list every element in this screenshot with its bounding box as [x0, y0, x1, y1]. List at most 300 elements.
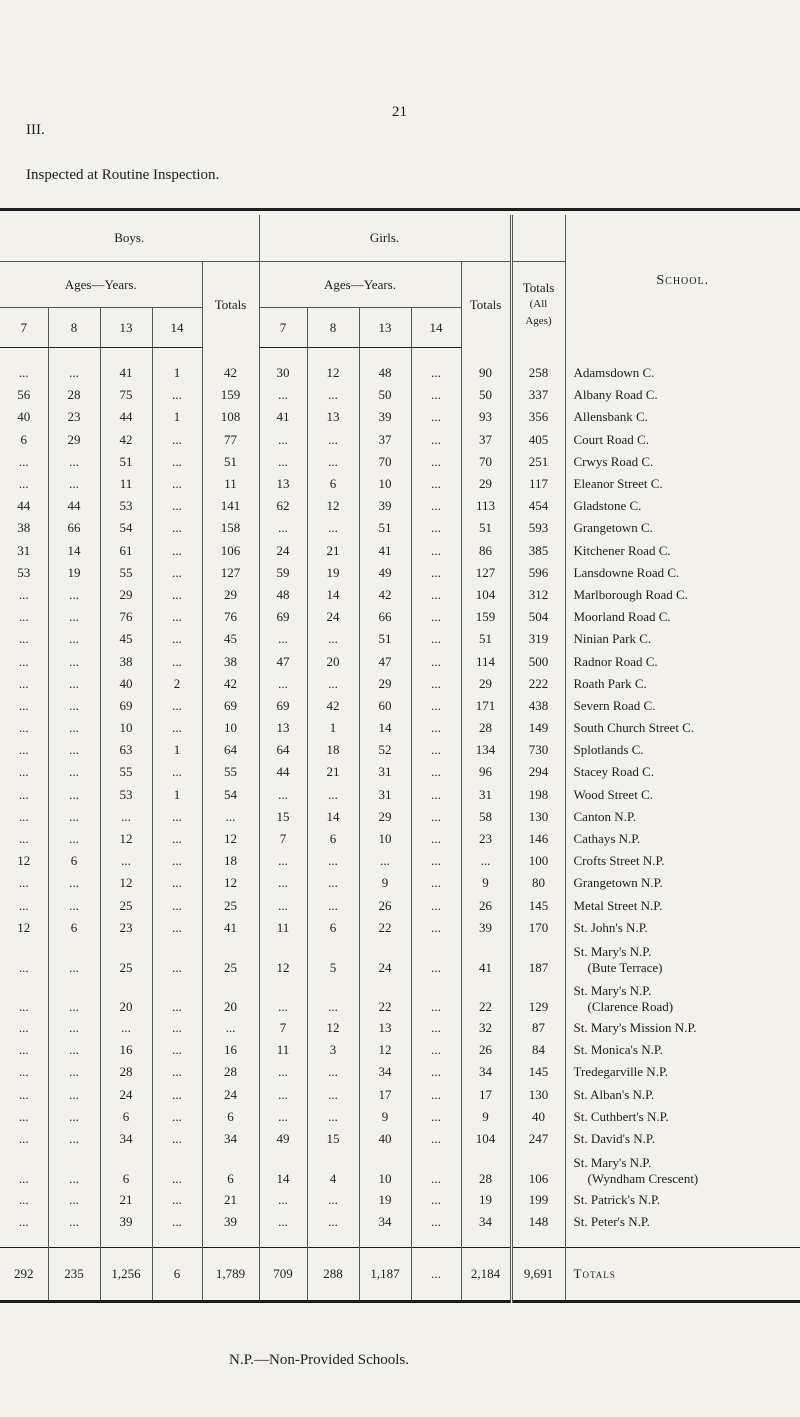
cell-girls-7: ...: [259, 978, 307, 1017]
cell-girls-7: 44: [259, 761, 307, 783]
cell-boys-total: 21: [202, 1189, 259, 1211]
cell-girls-14: ...: [411, 406, 461, 428]
school-name: St. Mary's N.P.: [573, 1155, 652, 1170]
cell-girls-8: ...: [307, 784, 359, 806]
cell-girls-total: 34: [461, 1211, 511, 1233]
cell-girls-8: ...: [307, 429, 359, 451]
page-number: 21: [392, 104, 407, 120]
cell-boys-7: ...: [18, 831, 29, 847]
cell-boys-total: 55: [202, 761, 259, 783]
cell-boys-14: ...: [152, 1017, 202, 1039]
cell-girls-total: 96: [461, 761, 511, 783]
cell-girls-13: 12: [359, 1039, 411, 1061]
cell-boys-14: ...: [152, 384, 202, 406]
cell-boys-7: ...: [18, 875, 29, 891]
cell-boys-total: 12: [202, 872, 259, 894]
cell-boys-13: 25: [100, 939, 152, 978]
cell-girls-total: 159: [461, 606, 511, 628]
cell-boys-total: 25: [202, 895, 259, 917]
cell-school: St. David's N.P.: [565, 1128, 800, 1150]
cell-girls-14: ...: [411, 650, 461, 672]
table-row: [0, 473, 800, 495]
table-row: [0, 562, 800, 584]
header-girls-age-14: 14: [411, 308, 461, 348]
cell-boys-13: 39: [100, 1211, 152, 1233]
cell-school: Crwys Road C.: [565, 451, 800, 473]
cell-girls-13: 22: [359, 978, 411, 1017]
cell-all-ages: 258: [511, 362, 565, 384]
cell-boys-7: ...: [18, 808, 29, 824]
cell-girls-total: 70: [461, 451, 511, 473]
cell-boys-8: ...: [48, 1211, 100, 1233]
cell-boys-7: ...: [18, 631, 29, 647]
cell-school: St. Monica's N.P.: [565, 1039, 800, 1061]
header-boys-totals: Totals: [202, 262, 259, 348]
cell-girls-13: 10: [359, 1150, 411, 1189]
cell-all-ages: 148: [511, 1211, 565, 1233]
cell-girls-13: 60: [359, 695, 411, 717]
cell-all-ages: 146: [511, 828, 565, 850]
cell-girls-13: 9: [359, 872, 411, 894]
cell-boys-14: ...: [152, 451, 202, 473]
table-row: [0, 806, 800, 828]
cell-boys-7: ...: [18, 1130, 29, 1146]
cell-boys-14: ...: [152, 1061, 202, 1083]
table-row: [0, 1128, 800, 1150]
school-name: St. Mary's N.P.: [573, 982, 652, 998]
cell-girls-total: 28: [461, 717, 511, 739]
table-row: [0, 1211, 800, 1233]
cell-girls-14: ...: [411, 917, 461, 939]
cell-girls-8: 12: [307, 495, 359, 517]
cell-boys-14: ...: [152, 978, 202, 1017]
cell-boys-13: 55: [100, 761, 152, 783]
cell-boys-13: 41: [100, 362, 152, 384]
cell-boys-7: 38: [17, 520, 31, 536]
cell-boys-7: ...: [18, 1042, 29, 1058]
cell-all-ages: 438: [511, 695, 565, 717]
header-boys-ages: Ages—Years.: [0, 262, 202, 308]
cell-all-ages: 356: [511, 406, 565, 428]
cell-school: Tredegarville N.P.: [565, 1061, 800, 1083]
cell-boys-total: 39: [202, 1211, 259, 1233]
cell-girls-total: 90: [461, 362, 511, 384]
cell-all-ages: 100: [511, 850, 565, 872]
cell-boys-8: ...: [48, 628, 100, 650]
cell-girls-7: 14: [259, 1150, 307, 1189]
header-school: School.: [565, 215, 800, 348]
cell-girls-7: ...: [259, 895, 307, 917]
table-row: [0, 739, 800, 761]
cell-boys-total: 6: [202, 1150, 259, 1189]
cell-boys-14: 1: [152, 406, 202, 428]
cell-girls-8: 1: [307, 717, 359, 739]
cell-school: Canton N.P.: [565, 806, 800, 828]
total-label: Totals: [565, 1248, 800, 1302]
cell-boys-7: ...: [18, 1171, 29, 1186]
cell-boys-7: ...: [18, 453, 29, 469]
cell-girls-8: 42: [307, 695, 359, 717]
cell-boys-14: ...: [152, 828, 202, 850]
table-row: [0, 650, 800, 672]
cell-school: Radnor Road C.: [565, 650, 800, 672]
cell-boys-14: ...: [152, 695, 202, 717]
cell-boys-total: 6: [202, 1106, 259, 1128]
cell-school: Metal Street N.P.: [565, 895, 800, 917]
cell-school: St. Peter's N.P.: [565, 1211, 800, 1233]
cell-boys-total: 10: [202, 717, 259, 739]
cell-boys-total: 77: [202, 429, 259, 451]
cell-girls-8: 6: [307, 917, 359, 939]
cell-girls-7: 48: [259, 584, 307, 606]
cell-boys-13: 20: [100, 978, 152, 1017]
cell-boys-14: 2: [152, 673, 202, 695]
cell-boys-13: 24: [100, 1083, 152, 1105]
table-row: [0, 872, 800, 894]
cell-school: Cathays N.P.: [565, 828, 800, 850]
header-all-blank: [511, 215, 565, 262]
school-name: St. Mary's N.P.: [573, 943, 652, 959]
cell-girls-8: ...: [307, 384, 359, 406]
cell-girls-total: 41: [461, 939, 511, 978]
cell-boys-8: ...: [48, 473, 100, 495]
cell-girls-total: ...: [461, 850, 511, 872]
cell-boys-7: ...: [18, 1019, 29, 1035]
table-row: [0, 1083, 800, 1105]
cell-girls-7: ...: [259, 517, 307, 539]
cell-school: Wood Street C.: [565, 784, 800, 806]
cell-boys-13: 10: [100, 717, 152, 739]
cell-school: Lansdowne Road C.: [565, 562, 800, 584]
cell-girls-13: 49: [359, 562, 411, 584]
cell-boys-13: 29: [100, 584, 152, 606]
cell-girls-13: 51: [359, 517, 411, 539]
footnote: N.P.—Non-Provided Schools.: [229, 1352, 410, 1368]
cell-all-ages: 337: [511, 384, 565, 406]
cell-boys-14: ...: [152, 1128, 202, 1150]
cell-girls-7: 59: [259, 562, 307, 584]
cell-boys-total: 29: [202, 584, 259, 606]
cell-all-ages: 730: [511, 739, 565, 761]
school-name-detail: (Bute Terrace): [587, 959, 663, 975]
cell-girls-total: 114: [461, 650, 511, 672]
cell-boys-7: ...: [18, 653, 29, 669]
cell-girls-total: 9: [461, 872, 511, 894]
cell-boys-7: ...: [18, 675, 29, 691]
cell-girls-8: ...: [307, 978, 359, 1017]
table-row: [0, 673, 800, 695]
cell-school: South Church Street C.: [565, 717, 800, 739]
cell-school: [565, 939, 800, 978]
cell-boys-13: 61: [100, 540, 152, 562]
cell-boys-13: 6: [100, 1150, 152, 1189]
cell-girls-7: 64: [259, 739, 307, 761]
total-girls-7: 709: [259, 1248, 307, 1302]
cell-boys-8: ...: [48, 739, 100, 761]
total-boys-7: 292: [0, 1248, 48, 1302]
table-row: [0, 1039, 800, 1061]
cell-girls-14: ...: [411, 1211, 461, 1233]
cell-boys-7: ...: [18, 1214, 29, 1230]
cell-boys-13: 42: [100, 429, 152, 451]
cell-boys-8: ...: [48, 895, 100, 917]
cell-all-ages: 294: [511, 761, 565, 783]
cell-boys-13: 28: [100, 1061, 152, 1083]
cell-boys-7: ...: [18, 586, 29, 602]
cell-school: Grangetown N.P.: [565, 872, 800, 894]
cell-girls-14: ...: [411, 784, 461, 806]
cell-boys-14: ...: [152, 584, 202, 606]
cell-boys-13: 11: [100, 473, 152, 495]
table-row: [0, 917, 800, 939]
cell-boys-8: ...: [48, 1128, 100, 1150]
table-row: [0, 1017, 800, 1039]
header-girls-age-8: 8: [307, 308, 359, 348]
cell-girls-total: 26: [461, 1039, 511, 1061]
cell-boys-13: 63: [100, 739, 152, 761]
header-boys-age-13: 13: [100, 308, 152, 348]
table-row: [0, 606, 800, 628]
cell-girls-7: 7: [259, 828, 307, 850]
cell-boys-total: ...: [202, 806, 259, 828]
cell-girls-13: 42: [359, 584, 411, 606]
cell-school: St. John's N.P.: [565, 917, 800, 939]
cell-school: Moorland Road C.: [565, 606, 800, 628]
cell-girls-13: 31: [359, 784, 411, 806]
cell-girls-8: 20: [307, 650, 359, 672]
cell-girls-8: 3: [307, 1039, 359, 1061]
cell-girls-13: 52: [359, 739, 411, 761]
cell-all-ages: 199: [511, 1189, 565, 1211]
header-girls-ages: Ages—Years.: [259, 262, 461, 308]
cell-girls-8: ...: [307, 673, 359, 695]
cell-girls-7: 24: [259, 540, 307, 562]
cell-boys-14: ...: [152, 872, 202, 894]
cell-girls-total: 50: [461, 384, 511, 406]
cell-boys-14: ...: [152, 1189, 202, 1211]
cell-all-ages: 405: [511, 429, 565, 451]
total-boys-13: 1,256: [100, 1248, 152, 1302]
cell-girls-14: ...: [411, 828, 461, 850]
cell-girls-14: ...: [411, 1039, 461, 1061]
cell-girls-8: ...: [307, 1211, 359, 1233]
cell-girls-13: 48: [359, 362, 411, 384]
cell-girls-14: ...: [411, 606, 461, 628]
cell-girls-14: ...: [411, 1128, 461, 1150]
cell-boys-14: ...: [152, 806, 202, 828]
cell-boys-8: ...: [48, 1189, 100, 1211]
cell-boys-7: 6: [20, 431, 27, 447]
cell-boys-total: 24: [202, 1083, 259, 1105]
cell-boys-7: 44: [17, 498, 31, 514]
cell-girls-7: 30: [259, 362, 307, 384]
cell-school: Albany Road C.: [565, 384, 800, 406]
cell-girls-7: ...: [259, 1083, 307, 1105]
cell-girls-8: 14: [307, 584, 359, 606]
cell-girls-8: 5: [307, 939, 359, 978]
cell-boys-8: 14: [48, 540, 100, 562]
cell-boys-8: ...: [48, 606, 100, 628]
cell-girls-14: ...: [411, 540, 461, 562]
cell-boys-14: ...: [152, 429, 202, 451]
table-row: [0, 850, 800, 872]
cell-boys-7: ...: [18, 764, 29, 780]
cell-school: Severn Road C.: [565, 695, 800, 717]
cell-girls-8: 6: [307, 828, 359, 850]
cell-boys-14: ...: [152, 917, 202, 939]
cell-boys-total: 76: [202, 606, 259, 628]
cell-boys-14: ...: [152, 1083, 202, 1105]
cell-boys-13: 55: [100, 562, 152, 584]
cell-girls-7: ...: [259, 384, 307, 406]
cell-boys-7: ...: [18, 1192, 29, 1208]
cell-girls-8: ...: [307, 1189, 359, 1211]
cell-boys-14: ...: [152, 540, 202, 562]
cell-girls-8: ...: [307, 850, 359, 872]
cell-girls-total: 51: [461, 517, 511, 539]
cell-boys-13: 23: [100, 917, 152, 939]
cell-boys-total: 25: [202, 939, 259, 978]
cell-girls-total: 28: [461, 1150, 511, 1189]
cell-boys-total: 127: [202, 562, 259, 584]
cell-all-ages: 504: [511, 606, 565, 628]
cell-girls-13: 17: [359, 1083, 411, 1105]
cell-girls-13: 26: [359, 895, 411, 917]
cell-boys-8: ...: [48, 584, 100, 606]
header-boys-age-7: 7: [0, 308, 48, 348]
cell-boys-8: ...: [48, 673, 100, 695]
cell-girls-14: ...: [411, 451, 461, 473]
cell-girls-13: 9: [359, 1106, 411, 1128]
cell-girls-total: 19: [461, 1189, 511, 1211]
cell-all-ages: 130: [511, 1083, 565, 1105]
total-girls-all: 2,184: [461, 1248, 511, 1302]
table-row: [0, 384, 800, 406]
cell-boys-13: 76: [100, 606, 152, 628]
cell-boys-total: 64: [202, 739, 259, 761]
cell-girls-7: ...: [259, 1061, 307, 1083]
cell-girls-total: 34: [461, 1061, 511, 1083]
cell-boys-total: 108: [202, 406, 259, 428]
cell-boys-14: ...: [152, 606, 202, 628]
table-row: [0, 895, 800, 917]
cell-all-ages: 145: [511, 1061, 565, 1083]
cell-girls-14: ...: [411, 717, 461, 739]
table-row: [0, 1061, 800, 1083]
cell-boys-7: ...: [18, 742, 29, 758]
cell-boys-7: ...: [18, 1064, 29, 1080]
cell-boys-14: ...: [152, 562, 202, 584]
cell-girls-7: 41: [259, 406, 307, 428]
cell-boys-14: 1: [152, 784, 202, 806]
cell-boys-13: 12: [100, 872, 152, 894]
section-number: III.: [26, 122, 45, 138]
cell-girls-13: 10: [359, 473, 411, 495]
cell-girls-total: 32: [461, 1017, 511, 1039]
cell-girls-total: 23: [461, 828, 511, 850]
cell-girls-7: 7: [259, 1017, 307, 1039]
table-row: [0, 784, 800, 806]
cell-boys-8: ...: [48, 806, 100, 828]
cell-girls-8: 18: [307, 739, 359, 761]
cell-boys-14: ...: [152, 895, 202, 917]
total-boys-8: 235: [48, 1248, 100, 1302]
cell-girls-total: 113: [461, 495, 511, 517]
cell-girls-14: ...: [411, 1106, 461, 1128]
cell-girls-13: 24: [359, 939, 411, 978]
cell-girls-7: ...: [259, 1189, 307, 1211]
cell-girls-7: 49: [259, 1128, 307, 1150]
cell-girls-13: 37: [359, 429, 411, 451]
cell-all-ages: 87: [511, 1017, 565, 1039]
cell-girls-14: ...: [411, 473, 461, 495]
cell-girls-8: 15: [307, 1128, 359, 1150]
cell-school: Crofts Street N.P.: [565, 850, 800, 872]
cell-boys-14: ...: [152, 850, 202, 872]
table-row: [0, 517, 800, 539]
cell-boys-13: 75: [100, 384, 152, 406]
cell-girls-14: ...: [411, 495, 461, 517]
cell-boys-7: 12: [17, 919, 31, 935]
cell-boys-14: ...: [152, 517, 202, 539]
cell-girls-14: ...: [411, 806, 461, 828]
cell-girls-8: 13: [307, 406, 359, 428]
totals-row: [0, 1248, 800, 1302]
cell-boys-7: ...: [18, 1108, 29, 1124]
total-girls-8: 288: [307, 1248, 359, 1302]
cell-boys-14: ...: [152, 495, 202, 517]
cell-boys-7: ...: [18, 1086, 29, 1102]
cell-boys-total: 11: [202, 473, 259, 495]
cell-boys-13: ...: [100, 806, 152, 828]
cell-boys-total: 106: [202, 540, 259, 562]
cell-girls-8: 19: [307, 562, 359, 584]
cell-boys-8: ...: [48, 872, 100, 894]
cell-boys-total: 158: [202, 517, 259, 539]
cell-girls-14: ...: [411, 761, 461, 783]
cell-boys-13: 54: [100, 517, 152, 539]
cell-girls-total: 22: [461, 978, 511, 1017]
cell-all-ages: 251: [511, 451, 565, 473]
cell-boys-8: ...: [48, 695, 100, 717]
cell-school: [565, 1150, 800, 1189]
cell-girls-13: 31: [359, 761, 411, 783]
table-row: [0, 429, 800, 451]
cell-school: Kitchener Road C.: [565, 540, 800, 562]
cell-boys-13: 21: [100, 1189, 152, 1211]
cell-all-ages: 40: [511, 1106, 565, 1128]
cell-girls-14: ...: [411, 895, 461, 917]
cell-school: Court Road C.: [565, 429, 800, 451]
cell-boys-14: ...: [152, 628, 202, 650]
cell-all-ages: 80: [511, 872, 565, 894]
cell-boys-7: ...: [18, 897, 29, 913]
cell-boys-14: 1: [152, 739, 202, 761]
cell-all-ages: 385: [511, 540, 565, 562]
cell-boys-total: 141: [202, 495, 259, 517]
cell-boys-total: 54: [202, 784, 259, 806]
cell-girls-13: 50: [359, 384, 411, 406]
cell-boys-total: 41: [202, 917, 259, 939]
cell-girls-13: 34: [359, 1211, 411, 1233]
total-boys-14: 6: [152, 1248, 202, 1302]
cell-boys-total: 42: [202, 673, 259, 695]
cell-all-ages: 187: [511, 939, 565, 978]
table-row: [0, 939, 800, 978]
table-row: [0, 584, 800, 606]
cell-girls-14: ...: [411, 517, 461, 539]
cell-girls-8: ...: [307, 1106, 359, 1128]
